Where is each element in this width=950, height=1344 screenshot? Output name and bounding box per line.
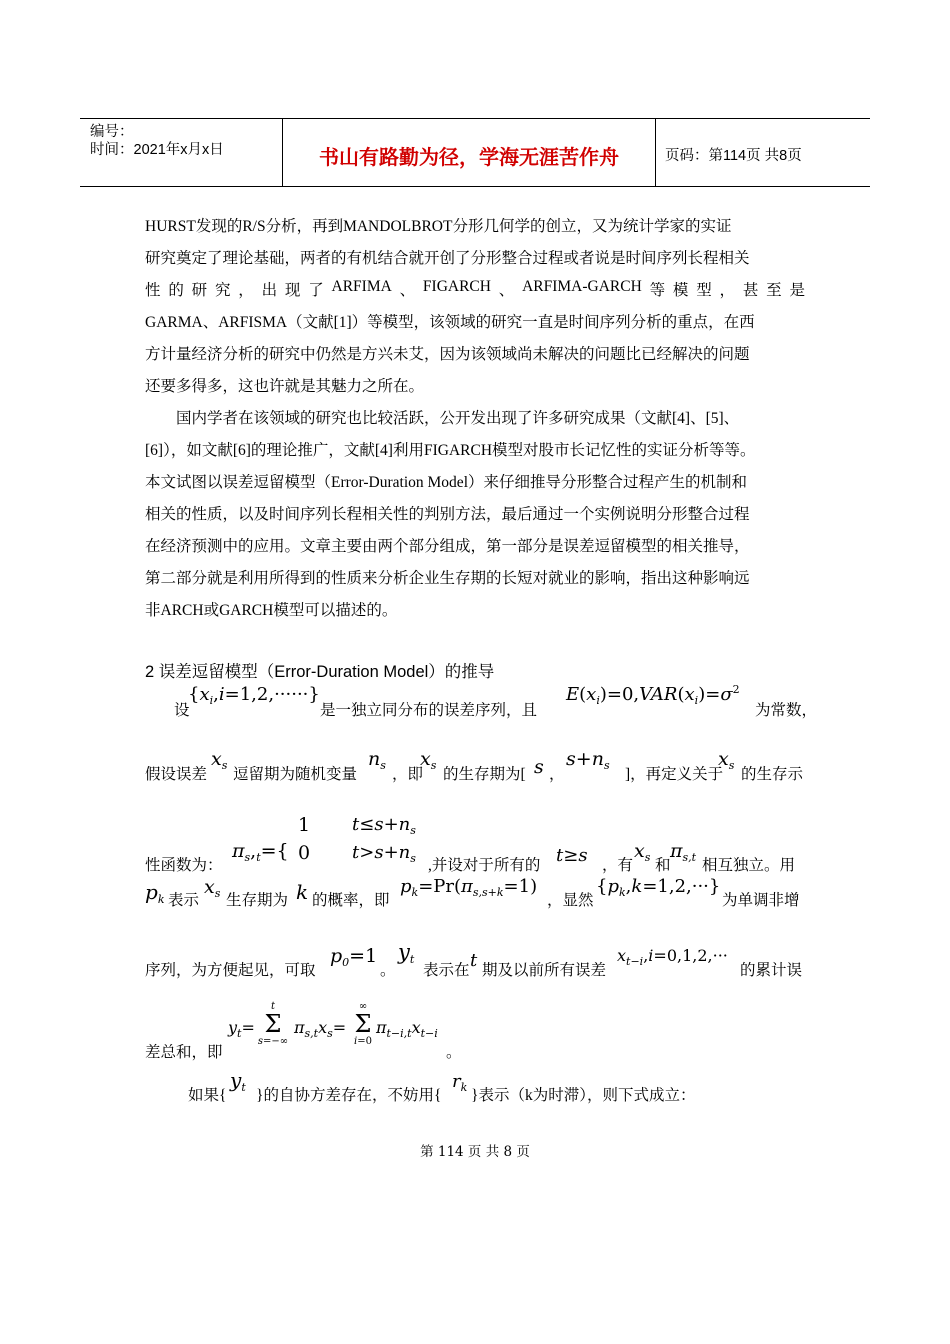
text-run: 期及以前所有误差 [482, 962, 607, 979]
math-xs: $x_s$ [204, 876, 221, 900]
text-line: 本文试图以误差逗留模型（Error-Duration Model）来仔细推导分形整合过程产生的机制和 [145, 474, 747, 491]
text-line [145, 278, 805, 300]
text-token: 的 [168, 282, 184, 299]
text-run: 相互独立。用 [702, 857, 796, 874]
math-k: k [296, 880, 309, 904]
text-line: 国内学者在该领域的研究也比较活跃，公开发出现了许多研究成果（文献[4]、[5]、 [176, 410, 740, 427]
math-rk: $r_k$ [452, 1071, 468, 1094]
math-piece-one: 1 [298, 814, 311, 836]
math-pk-seq: $\{p_k,k=1,2,\cdot\cdot\cdot\}$ [596, 876, 721, 899]
text-line: HURST发现的R/S分析，再到MANDOLBROT分形几何学的创立，又为统计学家的实证 [145, 218, 732, 235]
text-run: 序列，为方便起见，可取 [145, 962, 316, 979]
text-run: 为单调非增 [722, 892, 800, 909]
math-sum-1-term: $\pi_{s,t}x_s=$ [294, 1018, 347, 1040]
math-p0: $p_0=1$ [330, 945, 378, 969]
math-yt: $y_t$ [230, 1068, 246, 1094]
header-motto: 书山有路勤为径，学海无涯苦作舟 [319, 145, 619, 169]
text-run: ， [549, 766, 565, 783]
text-token: 出 [261, 282, 278, 299]
text-run: 设 [174, 702, 190, 719]
text-line: 相关的性质，以及时间序列长程相关性的判别方法，最后通过一个实例说明分形整合过程 [145, 506, 750, 523]
text-line: 方计量经济分析的研究中仍然是方兴未艾，因为该领域尚未解决的问题比已经解决的问题 [145, 346, 750, 363]
text-token: 了 [308, 282, 324, 299]
math-xs: $x_s$ [634, 840, 651, 864]
text-run: }的自协方差存在，不妨用{ [256, 1087, 442, 1104]
text-run: ，即 [392, 766, 424, 783]
text-token: 性 [145, 282, 161, 299]
text-run: 的生存期为[ [443, 766, 526, 783]
text-token: 、 [399, 282, 416, 299]
math-sum-1: t Σ s=−∞ [257, 1001, 289, 1047]
text-line: GARMA、ARFISMA（文献[1]）等模型，该领域的研究一直是时间序列分析的重点，在西 [145, 314, 755, 331]
text-token: 甚 [742, 282, 759, 299]
text-run: }表示（k为时滞），则下式成立： [471, 1087, 696, 1104]
text-run: ,并设对于所有的 [428, 857, 541, 874]
time-label: 时间：2021年x月x日 [90, 142, 224, 158]
header-meta [90, 123, 224, 159]
text-line: 非ARCH或GARCH模型可以描述的。 [145, 602, 398, 619]
text-run: 为常数， [755, 702, 818, 719]
doc-number-label: 编号： [90, 124, 134, 140]
math-sum-2: ∞ Σ i=0 [354, 1001, 372, 1047]
text-token: ， [719, 282, 736, 299]
text-run: 的概率，即 [312, 892, 390, 909]
math-yt-sum-lhs: $y_t=$ [228, 1018, 255, 1040]
math-x-t-minus-i: $x_{t-i},i=0,1,2,\cdot\cdot\cdot$ [617, 946, 728, 968]
text-run: 的累计误 [740, 962, 803, 979]
text-token: 至 [766, 282, 782, 299]
math-pi-st: $\pi_{s,t}$ [670, 840, 697, 864]
math-t-ge-s: t≥s [556, 845, 588, 866]
text-run: 和 [655, 857, 671, 874]
math-xs: $x_s$ [211, 748, 228, 772]
text-token: ARFIMA-GARCH [522, 278, 642, 295]
text-run: 生存期为 [226, 892, 289, 909]
section-title: 2 误差逗留模型（Error-Duration Model）的推导 [145, 663, 495, 681]
text-run: ]，再定义关于 [625, 766, 724, 783]
text-run: 表示 [168, 892, 200, 909]
text-run: 假设误差 [145, 766, 208, 783]
text-token: 等 [649, 282, 666, 299]
text-run: 。 [380, 962, 396, 979]
math-pi-st: $\pi_s,_t=${ [232, 840, 289, 864]
text-token: 是 [789, 282, 805, 299]
text-token: ARFIMA [331, 278, 392, 295]
header-divider [655, 119, 656, 186]
text-token: 型 [696, 282, 712, 299]
text-token: 现 [284, 282, 301, 299]
text-run: 是一独立同分布的误差序列，且 [320, 702, 538, 719]
math-set-xi: $\{x_i,i=1,2,\cdot\cdot\cdot\cdot\cdot\cdot\}$ [188, 684, 320, 707]
math-pk-def: $p_k=Pr(\pi_{s,s+k}=1)$ [400, 876, 538, 899]
math-ns: $n_s$ [368, 748, 386, 772]
text-run: ，有 [602, 857, 634, 874]
math-xs: $x_s$ [420, 748, 437, 772]
page-footer: 第 114 页 共 8 页 [420, 1144, 530, 1160]
text-line: 研究奠定了理论基础，两者的有机结合就开创了分形整合过程或者说是时间序列长程相关 [145, 250, 750, 267]
math-pk: $p_k$ [145, 880, 165, 906]
math-sum-2-term: $\pi_{t-i,t}x_{t-i}$ [376, 1018, 438, 1040]
math-piece-zero: 0 [298, 842, 311, 864]
text-line: 第二部分就是利用所得到的性质来分析企业生存期的长短对就业的影响，指出这种影响远 [145, 570, 750, 587]
math-piece-cond1: $t\le s+n_s$ [352, 814, 416, 837]
math-xs: $x_s$ [718, 748, 735, 772]
text-run: 。 [446, 1044, 462, 1061]
text-line: 在经济预测中的应用。文章主要由两个部分组成，第一部分是误差逗留模型的相关推导， [145, 538, 750, 555]
text-line: [6]），如文献[6]的理论推广，文献[4]利用FIGARCH模型对股市长记忆性的实证分析等等。 [145, 442, 756, 459]
text-token: 、 [498, 282, 515, 299]
text-run: 差总和，即 [145, 1044, 223, 1061]
text-token: 模 [672, 282, 689, 299]
text-run: ，显然 [547, 892, 594, 909]
text-run: 如果{ [188, 1087, 227, 1104]
text-run: 的生存示 [741, 766, 804, 783]
text-run: 表示在 [423, 962, 470, 979]
text-run: 逗留期为随机变量 [233, 766, 358, 783]
text-token: FIGARCH [422, 278, 491, 295]
math-expectation: $E(x_i)=0,VAR(x_i)=\sigma^2$ [566, 683, 740, 707]
math-s: s [534, 756, 544, 778]
text-token: 研 [191, 282, 208, 299]
text-run: 性函数为： [145, 857, 223, 874]
math-yt: yt [398, 940, 415, 966]
math-piece-cond2: $t>s+n_s$ [352, 842, 416, 865]
text-token: 究 [214, 282, 231, 299]
math-s-plus-ns: $s+n_s$ [566, 748, 610, 772]
text-line: 还要多得多，这也许就是其魅力之所在。 [145, 378, 425, 395]
math-t: t [470, 950, 478, 971]
header-page-label: 页码：第114页 共8页 [665, 148, 802, 164]
text-token: ， [238, 282, 254, 299]
page-header [80, 118, 870, 187]
